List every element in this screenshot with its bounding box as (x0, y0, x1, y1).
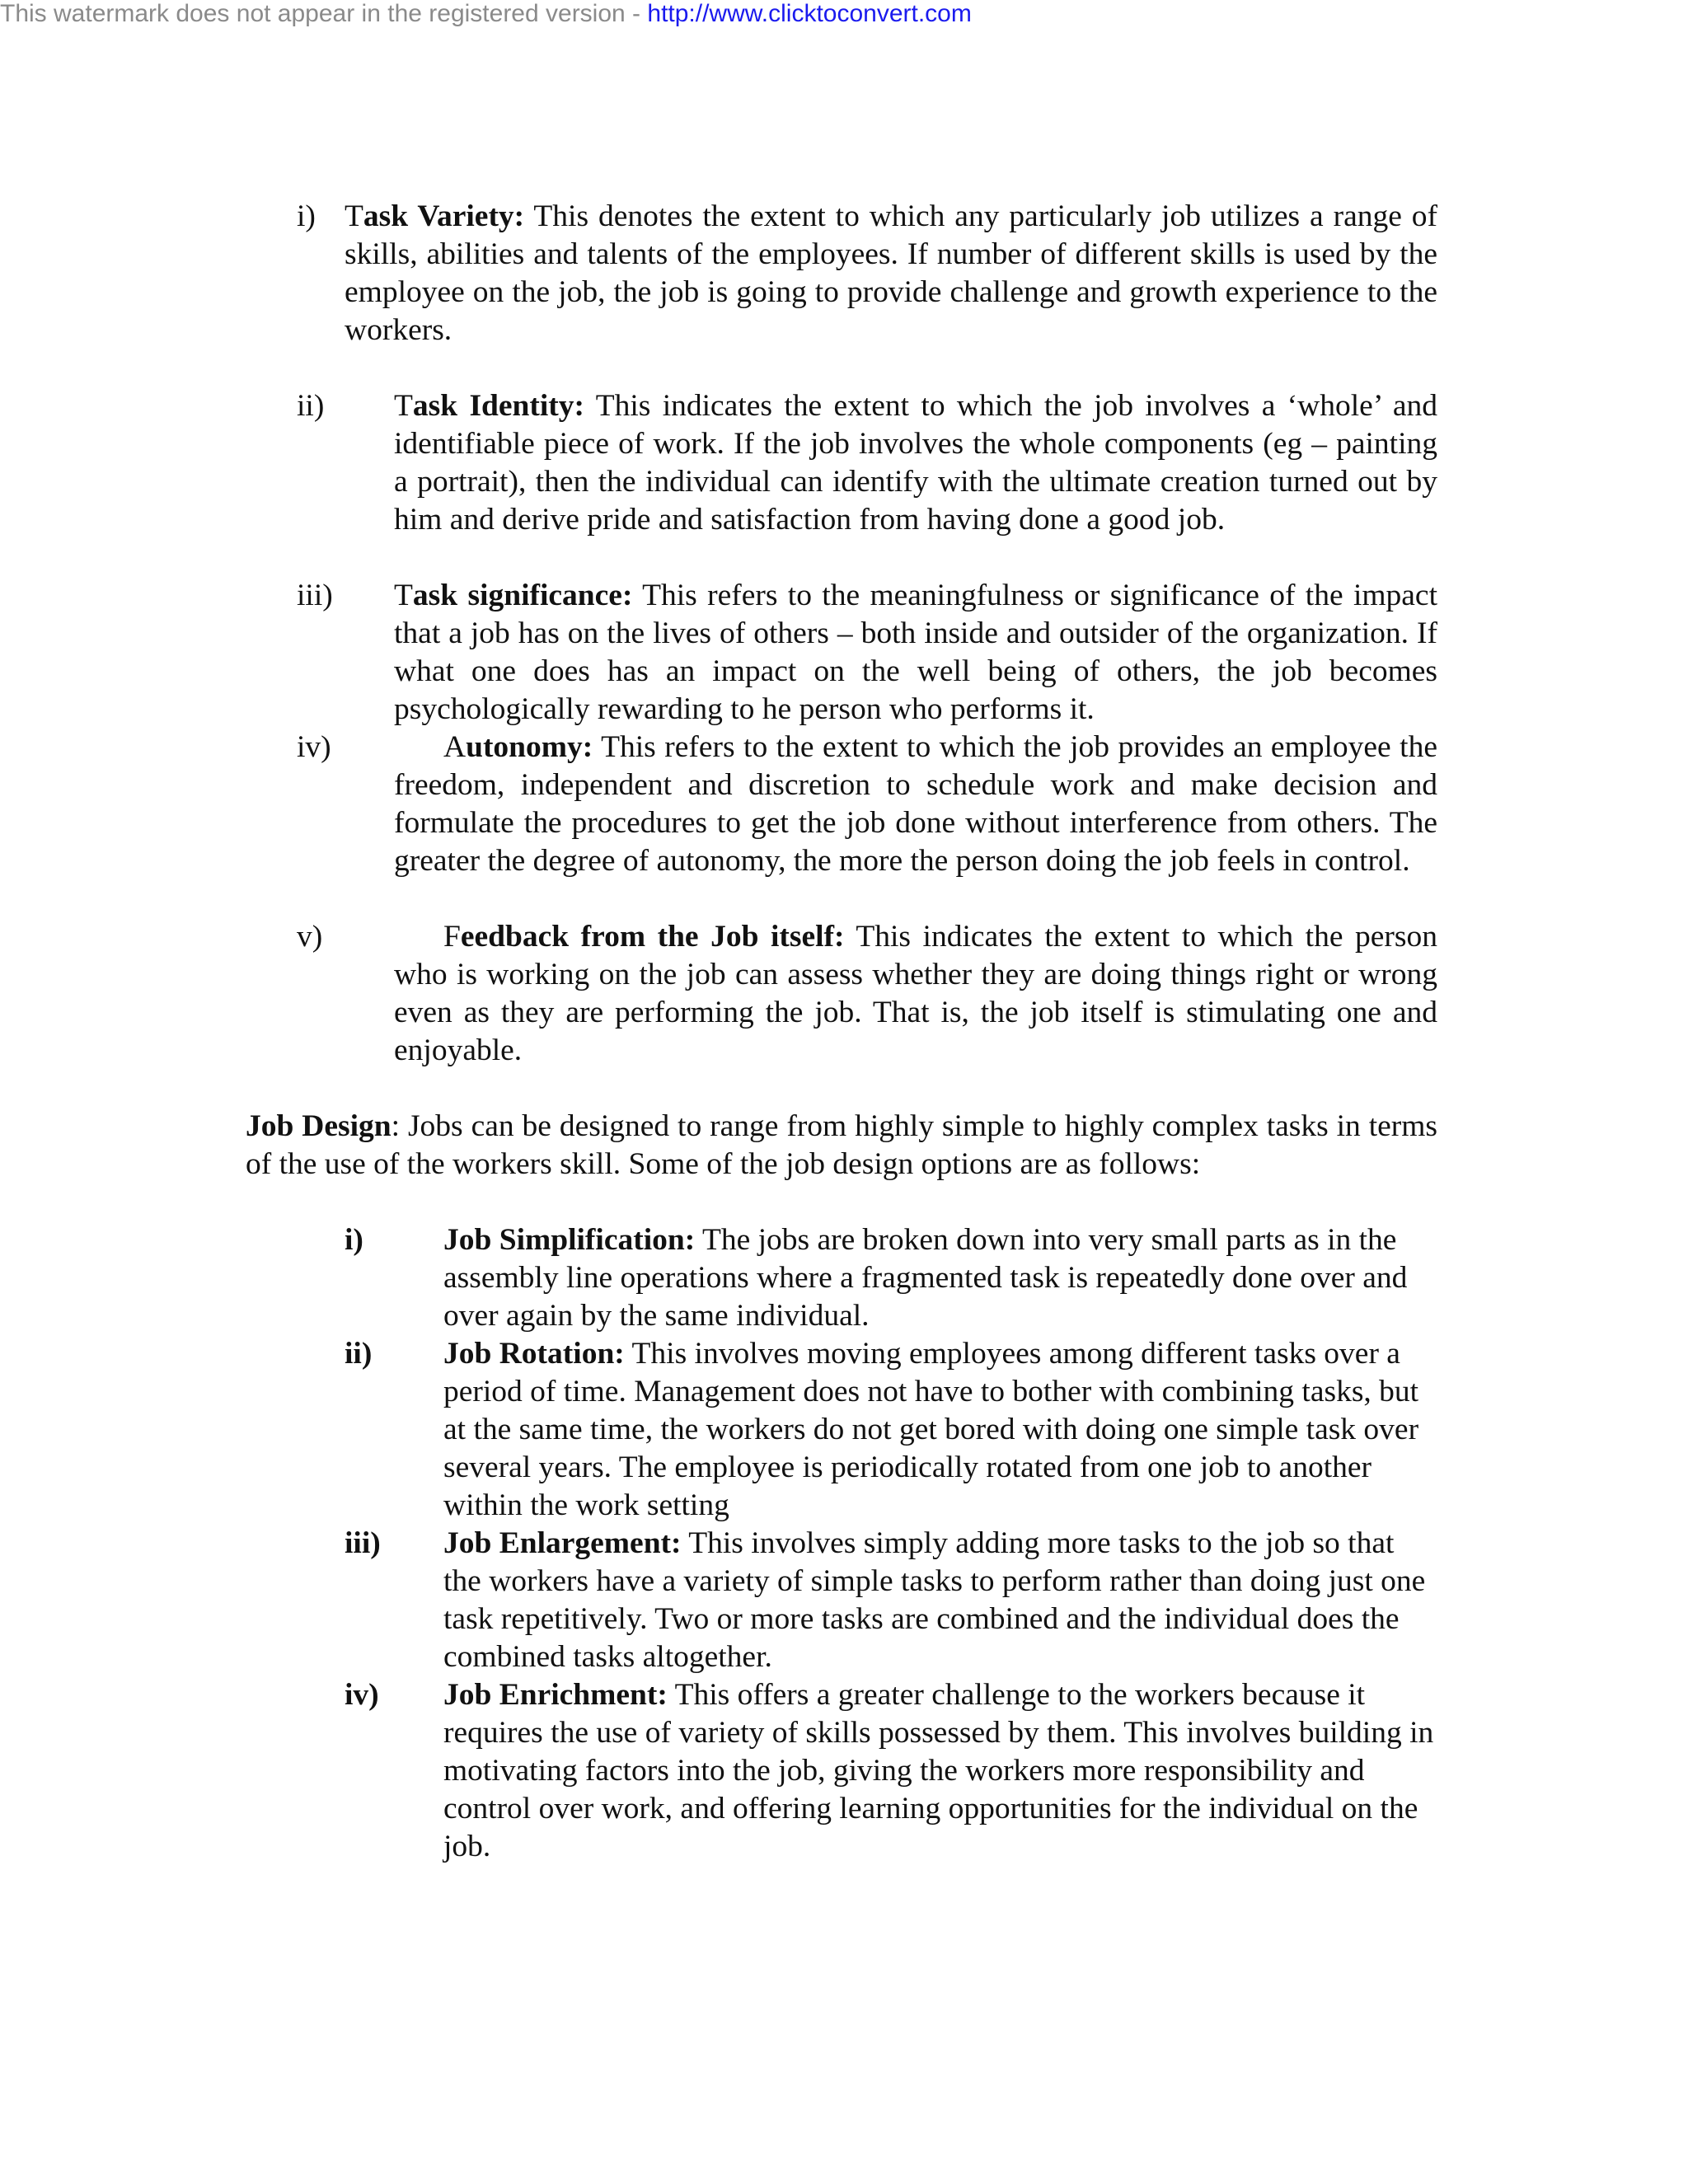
option-title: Job Simplification: (443, 1223, 696, 1257)
job-design-option-simplification (345, 1221, 1437, 1335)
characteristic-task-significance (297, 577, 1437, 729)
job-design-intro (246, 1108, 1437, 1183)
term-description: This denotes the extent to which any particularly job utilizes a range of skills, abilities and talents of the employees. If number of different skills is used by the employee on the job, the job is going to provide challenge and growth experience to the workers. (345, 199, 1438, 347)
list-number: iv) (345, 1678, 379, 1712)
job-design-option-rotation (345, 1335, 1437, 1525)
list-item-body (394, 577, 1437, 729)
term-title: eedback from the Job itself: (460, 920, 845, 954)
list-number: v) (297, 920, 323, 954)
term-lead: F (443, 920, 461, 954)
characteristic-feedback (297, 918, 1437, 1070)
list-item-body (443, 1221, 1437, 1335)
term-description: This refers to the extent to which the job provides an employee the freedom, independent and discretion to schedule work and make decision and formulate the procedures to get the job done without interference from others. The greater the degree of autonomy, the more the person doing the job feels in control. (394, 730, 1437, 878)
list-number: i) (297, 199, 316, 233)
list-number: iii) (345, 1526, 381, 1560)
option-description: This involves simply adding more tasks to the job so that the workers have a variety of simple tasks to perform rather than doing just one task repetitively. Two or more tasks are combined and the individual does the combined tasks altogether. (443, 1526, 1426, 1674)
list-number: ii) (345, 1337, 373, 1371)
list-item-body (443, 1525, 1437, 1676)
characteristic-task-variety (297, 198, 1437, 349)
term-title: utonomy: (466, 730, 593, 764)
job-design-option-enrichment (345, 1676, 1437, 1866)
list-item-body (394, 918, 1437, 1070)
option-title: Job Enlargement: (443, 1526, 682, 1560)
term-lead: A (443, 730, 467, 764)
watermark-text: This watermark does not appear in the registered version - (0, 0, 648, 27)
option-title: Job Enrichment: (443, 1678, 668, 1712)
characteristic-autonomy (297, 729, 1437, 918)
term-lead: T (394, 389, 413, 423)
term-title: ask Identity: (412, 389, 585, 423)
list-item-body (443, 1335, 1437, 1525)
list-item-body (394, 387, 1437, 539)
term-title: ask significance: (412, 579, 633, 612)
option-description: The jobs are broken down into very small parts as in the assembly line operations where a fragmented task is repeatedly done over and over again by the same individual. (443, 1223, 1408, 1333)
characteristic-task-identity (297, 387, 1437, 539)
list-number: iii) (297, 579, 333, 612)
term-lead: T (345, 199, 363, 233)
list-number: ii) (297, 389, 325, 423)
term-description: This indicates the extent to which the person who is working on the job can assess whether they are doing things right or wrong even as they are performing the job. That is, the job itself is stimulating one and enjoyable. (394, 920, 1437, 1067)
job-design-option-enlargement (345, 1525, 1437, 1676)
term-description: This refers to the meaningfulness or significance of the impact that a job has on the lives of others – both inside and outsider of the organization. If what one does has an impact on the well being of others, the job becomes psychologically rewarding to he person who performs it. (394, 579, 1437, 726)
list-number: i) (345, 1223, 363, 1257)
watermark-link[interactable]: http://www.clicktoconvert.com (647, 0, 972, 27)
option-description: This involves moving employees among different tasks over a period of time. Management does not have to bother with combining tasks, but at the same time, the workers do not get bored with doing one simple task over several years. The employee is periodically rotated from one job to another within the work setting (443, 1337, 1419, 1522)
list-number: iv) (297, 730, 331, 764)
option-description: This offers a greater challenge to the workers because it requires the use of variety of skills possessed by them. This involves building in motivating factors into the job, giving the workers more responsibility and control over work, and offering learning opportunities for the individual on the job. (443, 1678, 1434, 1863)
list-item-body (394, 729, 1437, 880)
list-item-body (345, 198, 1437, 349)
term-lead: T (394, 579, 413, 612)
list-item-body (443, 1676, 1437, 1866)
option-title: Job Rotation: (443, 1337, 625, 1371)
job-design-heading: Job Design (246, 1109, 392, 1143)
job-design-intro-text: : Jobs can be designed to range from highly simple to highly complex tasks in terms of the use of the workers skill. Some of the job design options are as follows: (246, 1109, 1438, 1181)
term-title: ask Variety: (363, 199, 525, 233)
term-description: This indicates the extent to which the job involves a ‘whole’ and identifiable piece of work. If the job involves the whole components (eg – painting a portrait), then the individual can identify with the ultimate creation turned out by him and derive pride and satisfaction from having done a good job. (394, 389, 1437, 537)
